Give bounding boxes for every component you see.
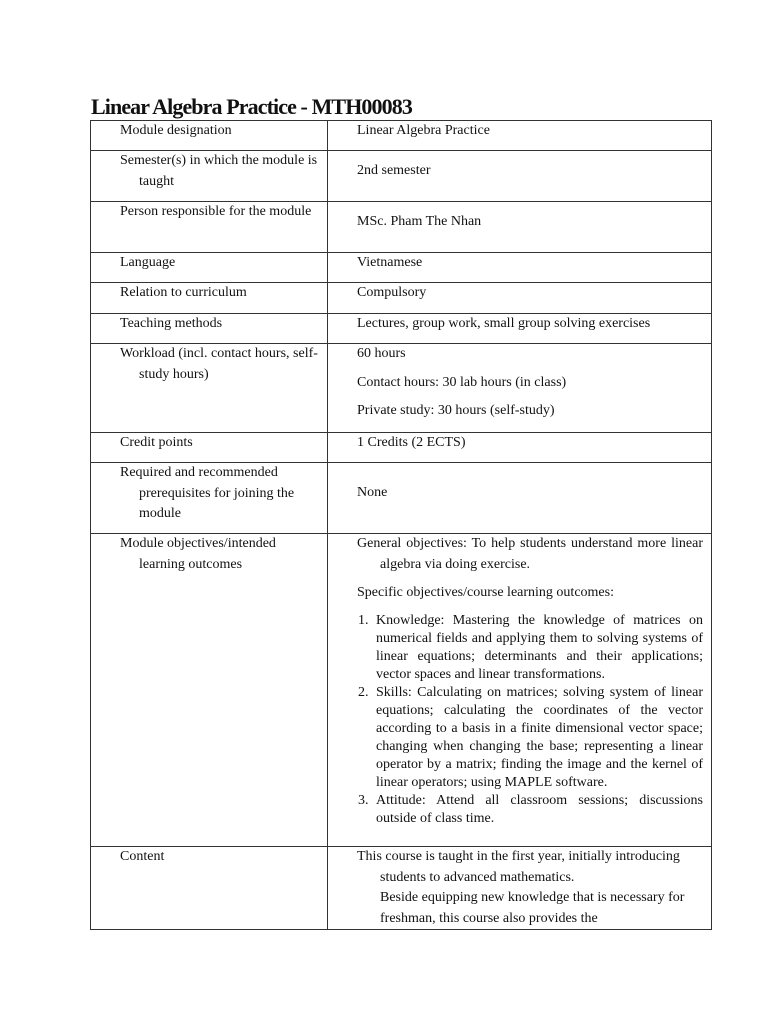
row-label-cell — [91, 463, 328, 534]
table-row — [91, 534, 712, 847]
row-value-cell — [328, 344, 712, 433]
row-label-cell — [91, 121, 328, 151]
row-label-cell — [91, 151, 328, 202]
row-value-cell — [328, 121, 712, 151]
row-value: Compulsory — [357, 285, 427, 300]
table-row — [91, 847, 712, 930]
list-item: 1. Knowledge: Mastering the knowledge of matrices on numerical fields and applying them to solving systems of linear equations; determinants and their applications; vector spaces and linear transformations. — [372, 612, 703, 684]
list-item: 2. Skills: Calculating on matrices; solving system of linear equations; calculating the coordinates of the vector according to a basis in a finite dimensional vector space; changing when changing the base; representing a linear operator by a matrix; finding the image and the kernel of linear operators; using MAPLE software. — [372, 684, 703, 792]
table-row — [91, 463, 712, 534]
row-value: 2nd semester — [357, 163, 431, 179]
table-row — [91, 314, 712, 344]
row-value: None — [357, 485, 388, 501]
table-row — [91, 151, 712, 202]
table-row — [91, 344, 712, 433]
content-paragraph: Beside equipping new knowledge that is necessary for freshman, this course also provides the — [380, 890, 685, 926]
module-description-table — [90, 120, 712, 930]
row-label: Module designation — [120, 123, 232, 138]
specific-objectives-heading: Specific objectives/course learning outcomes: — [357, 585, 614, 600]
row-value-cell — [328, 202, 712, 253]
row-label: Workload (incl. contact hours, self-study hours) — [120, 346, 318, 382]
row-label-cell — [91, 534, 328, 847]
row-label: Person responsible for the module — [120, 204, 312, 219]
row-value-cell — [328, 314, 712, 344]
workload-total: 60 hours — [357, 346, 406, 361]
learning-outcomes-list — [357, 612, 703, 828]
row-label: Teaching methods — [120, 316, 223, 331]
workload-contact-hours: Contact hours: 30 lab hours (in class) — [357, 374, 567, 390]
row-label-cell — [91, 344, 328, 433]
list-item: 3. Attitude: Attend all classroom sessions; discussions outside of class time. — [372, 792, 703, 828]
row-label-cell — [91, 253, 328, 283]
row-label: Required and recommended prerequisites for joining the module — [120, 465, 295, 521]
workload-private-study: Private study: 30 hours (self-study) — [357, 403, 555, 418]
row-label: Credit points — [120, 435, 193, 450]
row-label: Language — [120, 255, 176, 270]
row-label-cell — [91, 847, 328, 930]
row-label: Relation to curriculum — [120, 285, 247, 300]
row-value-cell — [328, 433, 712, 463]
row-label: Semester(s) in which the module is taught — [120, 153, 318, 189]
content-text — [328, 847, 711, 929]
table-row — [91, 433, 712, 463]
row-value-cell — [328, 534, 712, 847]
general-objectives: General objectives: To help students understand more linear algebra via doing exercise. — [357, 536, 703, 572]
row-label: Content — [120, 849, 165, 864]
content-paragraph: This course is taught in the first year, initially introducing students to advanced mathematics. — [357, 849, 680, 885]
table-row — [91, 121, 712, 151]
table-row — [91, 253, 712, 283]
table-row — [91, 202, 712, 253]
row-value: MSc. Pham The Nhan — [357, 214, 482, 230]
row-value-cell — [328, 151, 712, 202]
objectives-block — [328, 534, 711, 604]
row-value: Lectures, group work, small group solving exercises — [357, 316, 651, 331]
row-value-cell — [328, 847, 712, 930]
document-title: Linear Algebra Practice - MTH00083 — [91, 94, 412, 119]
row-value: Linear Algebra Practice — [357, 123, 490, 138]
row-label-cell — [91, 283, 328, 314]
row-value-cell — [328, 253, 712, 283]
row-label: Module objectives/intended learning outcomes — [120, 536, 276, 572]
row-value-cell — [328, 463, 712, 534]
row-value: 1 Credits (2 ECTS) — [357, 435, 466, 450]
row-value-cell — [328, 283, 712, 314]
row-value: Vietnamese — [357, 255, 423, 270]
row-label-cell — [91, 314, 328, 344]
table-row — [91, 283, 712, 314]
row-label-cell — [91, 202, 328, 253]
workload-details — [328, 344, 711, 422]
row-label-cell — [91, 433, 328, 463]
